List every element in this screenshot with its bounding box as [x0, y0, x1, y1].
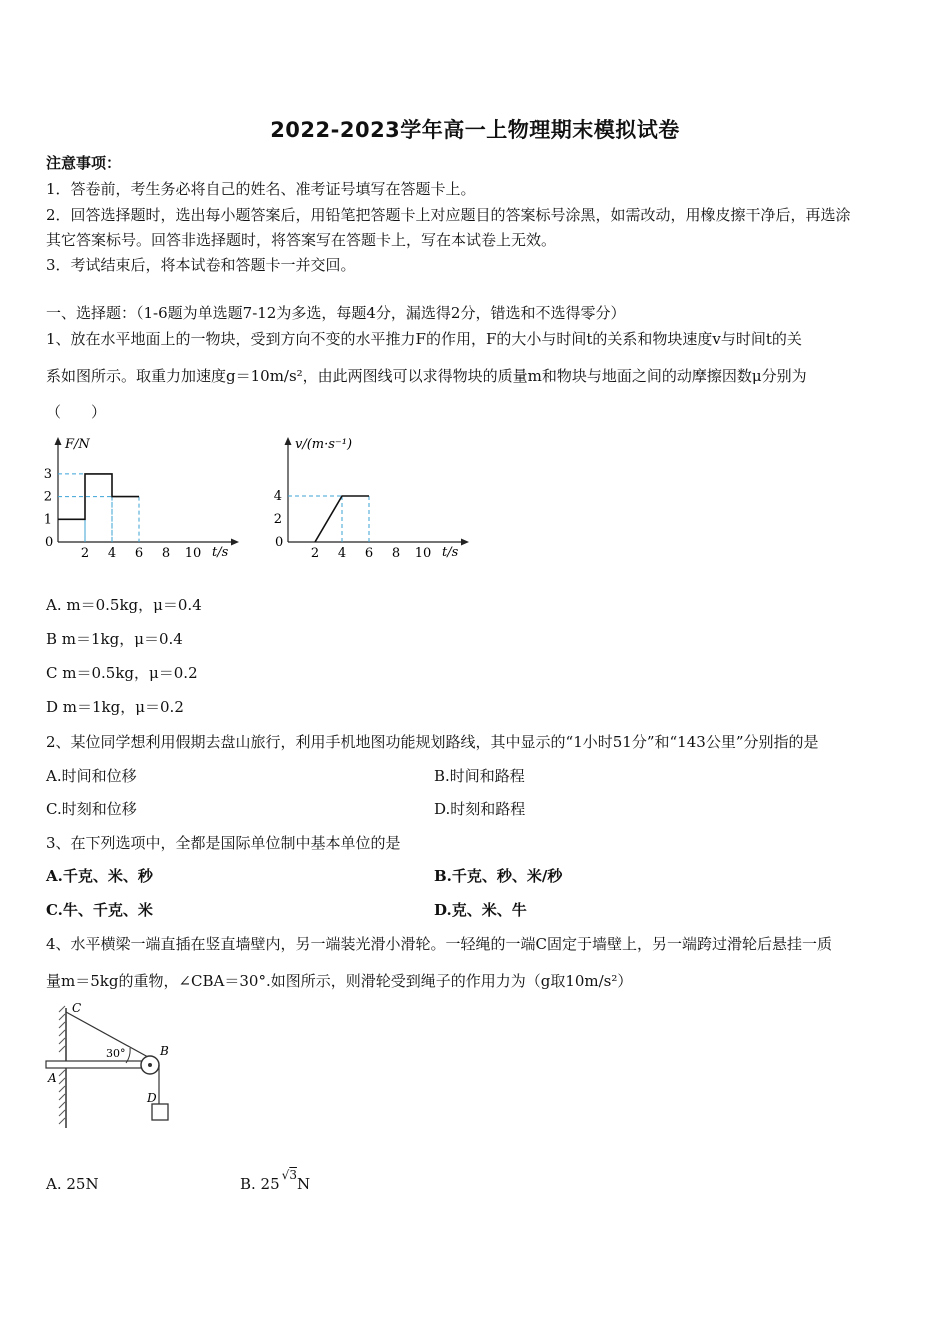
- origin-label: 0: [45, 535, 54, 550]
- q3-option-b[interactable]: B.千克、秒、米/秒: [434, 867, 563, 885]
- q4-stem-line1: 4、水平横梁一端直插在竖直墙壁内，另一端装光滑小滑轮。一轻绳的一端C固定于墙壁上，另一端跨过滑轮后悬挂一质: [46, 935, 833, 953]
- y-tick-label: 1: [43, 512, 52, 528]
- notice-item-3: 3．考试结束后，将本试卷和答题卡一并交回。: [46, 256, 356, 274]
- origin-label: 0: [275, 535, 284, 550]
- q1-stem-line1: 1、放在水平地面上的一物块，受到方向不变的水平推力F的作用，F的大小与时间t的关系和物块速度v与时间t的关: [46, 330, 802, 348]
- x-tick-label: 10: [184, 546, 202, 561]
- notice-item-2: 2．回答选择题时，选出每小题答案后，用铅笔把答题卡上对应题目的答案标号涂黑，如需改动，用橡皮擦干净后，再选涂: [46, 206, 851, 224]
- q1-option-d[interactable]: D m＝1kg，μ＝0.2: [46, 698, 184, 716]
- y-axis-arrow: [285, 437, 292, 445]
- q2-stem: 2、某位同学想利用假期去盘山旅行，利用手机地图功能规划路线，其中显示的“1小时51分”和“143公里”分别指的是: [46, 733, 819, 751]
- y-tick-label: 4: [273, 489, 282, 504]
- q2-option-c[interactable]: C.时刻和位移: [46, 800, 137, 818]
- y-tick-label: 3: [43, 466, 52, 482]
- x-tick-label: 6: [364, 546, 374, 561]
- label-a: A: [48, 1071, 57, 1085]
- x-tick-label: 10: [414, 546, 432, 561]
- q4-option-b-value: B. 25: [240, 1175, 280, 1193]
- section-heading: 一、选择题：（1-6题为单选题7-12为多选，每题4分，漏选得2分，错选和不选得零分）: [46, 304, 626, 322]
- notice-item-2-cont: 其它答案标号。回答非选择题时，将答案写在答题卡上，写在本试卷上无效。: [46, 231, 557, 249]
- q2-option-d[interactable]: D.时刻和路程: [434, 800, 526, 818]
- x-tick-label: 4: [337, 546, 347, 561]
- force-time-chart: [40, 430, 250, 565]
- q1-paren: （ ）: [46, 403, 107, 421]
- q2-option-a[interactable]: A.时间和位移: [46, 767, 137, 785]
- y-axis-arrow: [55, 437, 62, 445]
- notice-heading: 注意事项：: [46, 154, 122, 172]
- y-tick-label: 2: [273, 512, 282, 527]
- q4-stem-line2: 量m＝5kg的重物，∠CBA＝30°.如图所示，则滑轮受到绳子的作用力为（g取10m/s²）: [46, 972, 633, 990]
- q4-option-b[interactable]: [240, 1168, 311, 1193]
- label-d: D: [147, 1091, 157, 1105]
- y-axis-label: v/(m·s⁻¹): [295, 437, 353, 452]
- x-tick-label: 2: [310, 546, 320, 561]
- pulley-diagram: [44, 1000, 184, 1135]
- x-axis-arrow: [231, 539, 239, 546]
- label-c: C: [72, 1001, 82, 1015]
- q4-option-b-unit: N: [296, 1175, 311, 1193]
- q3-option-c[interactable]: C.牛、千克、米: [46, 901, 153, 919]
- q3-stem: 3、在下列选项中，全都是国际单位制中基本单位的是: [46, 834, 401, 852]
- x-tick-label: 8: [161, 546, 171, 561]
- sqrt-symbol: √3: [281, 1168, 297, 1182]
- x-tick-label: 8: [391, 546, 401, 561]
- q1-option-c[interactable]: C m＝0.5kg，μ＝0.2: [46, 664, 198, 682]
- q1-stem-line2: 系如图所示。取重力加速度g＝10m/s²，由此两图线可以求得物块的质量m和物块与地面之间的动摩擦因数μ分别为: [46, 367, 807, 385]
- velocity-time-chart: [270, 430, 480, 565]
- angle-label: 30°: [106, 1047, 126, 1060]
- x-tick-label: 2: [80, 546, 90, 561]
- q3-option-d[interactable]: D.克、米、牛: [434, 901, 527, 919]
- x-axis-label: t/s: [442, 545, 459, 560]
- y-tick-label: 2: [43, 489, 52, 505]
- label-b: B: [160, 1044, 169, 1058]
- x-tick-label: 4: [107, 546, 117, 561]
- q2-option-b[interactable]: B.时间和路程: [434, 767, 525, 785]
- data-line: [58, 474, 139, 519]
- q4-option-a[interactable]: A. 25N: [46, 1175, 99, 1193]
- sqrt-radicand: 3: [289, 1168, 297, 1182]
- q1-option-a[interactable]: A. m＝0.5kg，μ＝0.4: [46, 596, 202, 614]
- notice-item-1: 1．答卷前，考生务必将自己的姓名、准考证号填写在答题卡上。: [46, 180, 476, 198]
- x-axis-label: t/s: [212, 545, 229, 560]
- page-title: 2022-2023学年高一上物理期末模拟试卷: [270, 118, 680, 142]
- x-tick-label: 6: [134, 546, 144, 561]
- q1-option-b[interactable]: B m＝1kg，μ＝0.4: [46, 630, 183, 648]
- q3-option-a[interactable]: A.千克、米、秒: [46, 867, 153, 885]
- y-axis-label: F/N: [65, 437, 90, 452]
- x-axis-arrow: [461, 539, 469, 546]
